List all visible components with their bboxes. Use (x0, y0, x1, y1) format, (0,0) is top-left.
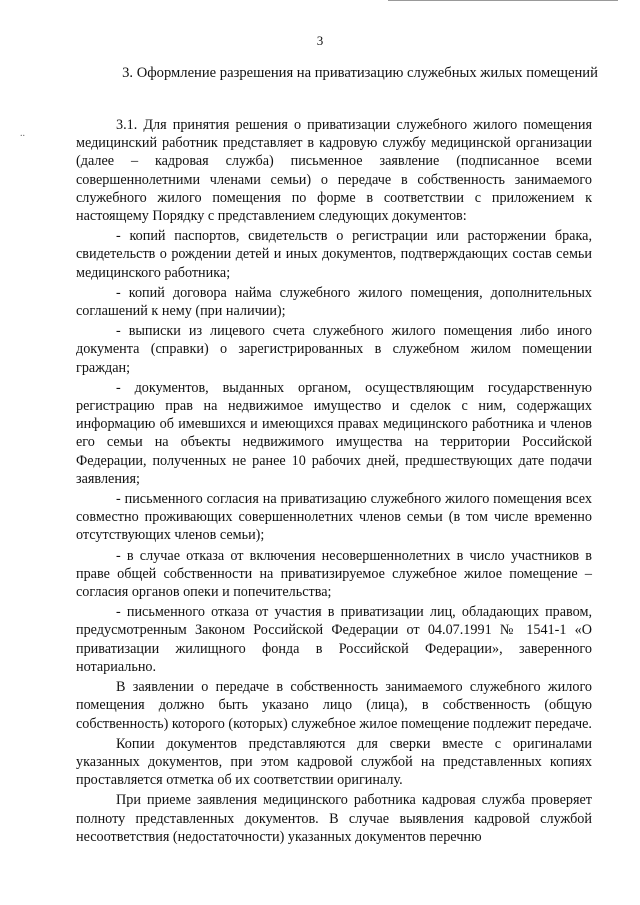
paragraph-application-check: При приеме заявления медицинского работника кадровая служба проверяет полноту представленных документов. В случае выявления кадровой службой несоответствия (недостаточности) указанных документов перечню (76, 792, 592, 845)
page-number: 3 (316, 33, 324, 48)
list-item-account-extract: - выписки из лицевого счета служебного жилого помещения либо иного документа (справки) о зарегистрированных в служебном жилом помещении граждан; (76, 323, 592, 376)
document-body (76, 116, 592, 848)
list-item-lease-contract: - копий договора найма служебного жилого помещения, дополнительных соглашений к нему (при наличии); (76, 284, 592, 320)
list-item-notarized-refusal: - письменного отказа от участия в приватизации лиц, обладающих правом, предусмотренным Законом Российской Федерации от 04.07.1991 № 1541-1 «О приватизации жилищного фонда в Российской Федерации», заверенного нотариально. (76, 604, 592, 675)
paragraph-document-copies: Копии документов представляются для сверки вместе с оригиналами указанных документов, при этом кадровой службой на представленных копиях проставляется отметка об их соответствии оригиналу. (76, 735, 592, 789)
list-item-family-consent: - письменного согласия на приватизацию служебного жилого помещения всех совместно проживающих совершеннолетних членов семьи (в том числе временно отсутствующих членов семьи); (76, 491, 592, 544)
list-item-passports: - копий паспортов, свидетельств о регистрации или расторжении брака, свидетельств о рождении детей и иных документов, подтверждающих состав семьи медицинского работника; (76, 228, 592, 281)
top-rule (388, 0, 618, 1)
paragraph-3-1: 3.1. Для принятия решения о приватизации служебного жилого помещения медицинский работник представляет в кадровую службу медицинской организации (далее – кадровая служба) письменное заявление (подписанное всеми совершеннолетними членами семьи) о передаче в собственность занимаемого служебного жилого помещения по форме в соответствии с приложением к настоящему Порядку с представлением следующих документов: (76, 117, 592, 225)
paragraph-owner-indication: В заявлении о передаче в собственность занимаемого служебного жилого помещения должно быть указано лицо (лица), в собственность (общую собственность) которого (которых) служебное жилое помещение подлежит передаче. (76, 679, 592, 732)
margin-mark: .. (20, 128, 25, 139)
section-heading: 3. Оформление разрешения на приватизацию служебных жилых помещений (122, 65, 598, 81)
list-item-guardianship-consent: - в случае отказа от включения несовершеннолетних в число участников в праве общей собственности на приватизируемое служебное жилое помещение – согласия органов опеки и попечительства; (76, 547, 592, 601)
list-item-registration-documents: - документов, выданных органом, осуществляющим государственную регистрацию прав на недвижимое имущество и сделок с ним, содержащих информацию об имевшихся и имеющихся правах медицинского работника и членов его семьи на объекты недвижимого имущества на территории Российской Федерации, полученных не ранее 10 рабочих дней, предшествующих дате подачи заявления; (76, 379, 592, 487)
